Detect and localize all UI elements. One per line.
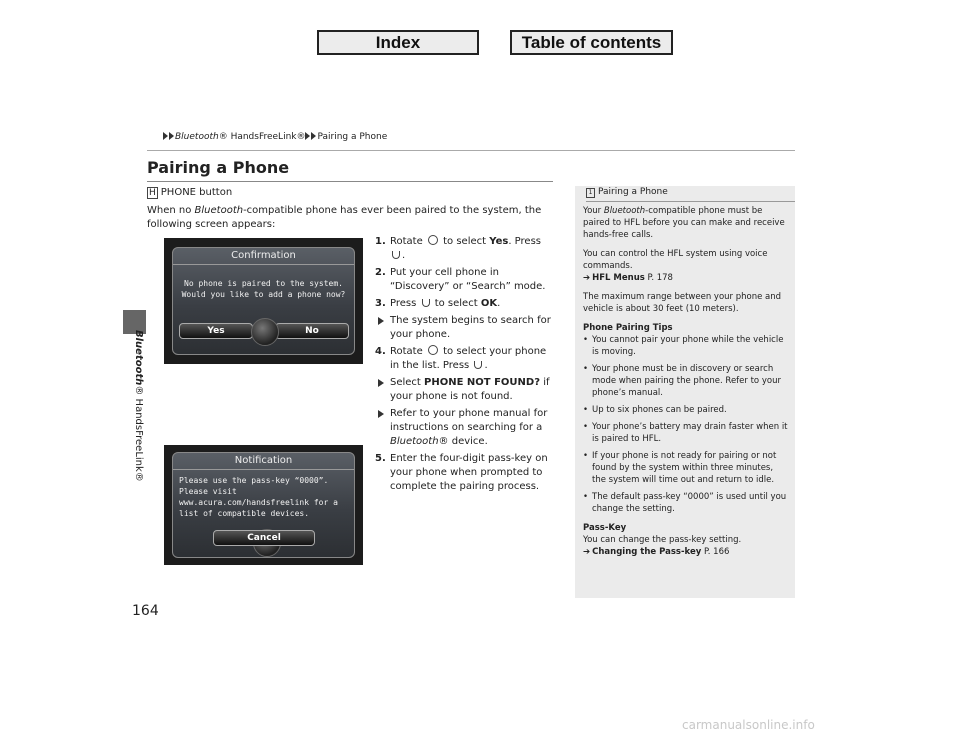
- tip-item: • Your phone must be in discovery or search mode when pairing the phone. Refer to your phone’s manual.: [583, 363, 788, 399]
- intro-after: -compatible phone has ever been paired to the system, the following screen appears:: [147, 205, 542, 230]
- screen-dial-icon: [251, 318, 279, 346]
- step-3: [375, 297, 555, 311]
- step-5: [375, 452, 555, 494]
- no-button: No: [275, 323, 349, 339]
- step-number: 1.: [375, 236, 386, 247]
- step-text: Rotate: [390, 236, 423, 247]
- note-reference[interactable]: [583, 272, 788, 284]
- phone-button-icon: H: [149, 188, 156, 198]
- breadcrumb-arrow-icon: [311, 132, 316, 140]
- tip-item: • You cannot pair your phone while the vehicle is moving.: [583, 334, 788, 358]
- substep-text: The system begins to search for your phone.: [390, 315, 551, 340]
- reference-arrow-icon: ➔: [583, 547, 591, 557]
- step-4-substep-2: [375, 407, 555, 449]
- press-icon: [422, 299, 430, 307]
- steps-list: [375, 235, 555, 497]
- step-text: to select: [434, 298, 478, 309]
- dialog-line: Would you like to add a phone now?: [181, 290, 346, 299]
- substep-text: if your phone is not found.: [390, 377, 550, 402]
- page-number: 164: [132, 603, 159, 619]
- breadcrumb-brand: Bluetooth: [175, 132, 219, 142]
- side-label-brand: Bluetooth: [133, 330, 144, 386]
- step-text: .: [402, 250, 406, 261]
- substep-keyword: PHONE NOT FOUND?: [424, 377, 541, 388]
- step-text: Enter the four-digit pass-key on your phone when prompted to complete the pairing process.: [390, 453, 548, 492]
- breadcrumb-arrow-icon: [169, 132, 174, 140]
- dialog-title: Notification: [173, 453, 354, 470]
- breadcrumb-section[interactable]: ® HandsFreeLink®: [218, 132, 306, 142]
- tip-item: • Up to six phones can be paired.: [583, 404, 788, 416]
- breadcrumb: [163, 132, 387, 142]
- side-note-body: [583, 205, 788, 558]
- tip-item: • Your phone’s battery may drain faster when it is paired to HFL.: [583, 421, 788, 445]
- dialog-title: Confirmation: [173, 248, 354, 265]
- substep-text: Refer to your phone manual for instructions on searching for a: [390, 408, 548, 433]
- step-keyword: OK: [480, 298, 498, 309]
- press-icon: [392, 251, 400, 259]
- reference-page[interactable]: P. 166: [703, 547, 730, 557]
- step-number: 2.: [375, 267, 386, 278]
- substep-text: Select: [390, 377, 421, 388]
- passkey-heading: Pass-Key: [583, 523, 627, 533]
- reference-page[interactable]: P. 178: [647, 273, 673, 283]
- tip-item: • If your phone is not ready for pairing or not found by the system within three minutes, the system will time out and return to idle.: [583, 450, 788, 486]
- step-4: [375, 345, 555, 373]
- note-icon: 1: [586, 188, 595, 198]
- note-text: The maximum range between your phone and vehicle is about 30 feet (10 meters).: [583, 292, 782, 314]
- note-text: -compatible phone must be paired to HFL before you can make and receive hands-free calls.: [583, 206, 785, 240]
- note-text: You can control the HFL system using voice commands.: [583, 249, 768, 271]
- section-side-label: [132, 330, 146, 575]
- step-keyword: Yes: [489, 236, 509, 247]
- step-number: 4.: [375, 346, 386, 357]
- dialog-line: No phone is paired to the system.: [184, 279, 343, 288]
- step-4-substep-1: [375, 376, 555, 404]
- watermark: carmanualsonline.info: [682, 718, 815, 732]
- title-divider: [147, 181, 553, 182]
- substep-text: ® device.: [438, 436, 488, 447]
- note-paragraph: [583, 205, 788, 241]
- substep-arrow-icon: [378, 379, 384, 387]
- phone-button-label: [147, 186, 232, 200]
- dialog-line: list of compatible devices.: [179, 509, 310, 518]
- interface-dial-icon: [428, 345, 438, 355]
- intro-paragraph: [147, 204, 547, 232]
- step-text: .: [497, 298, 501, 309]
- step-1: [375, 235, 555, 263]
- step-number: 5.: [375, 453, 386, 464]
- header-divider: [147, 150, 795, 151]
- reference-label[interactable]: HFL Menus: [592, 273, 645, 283]
- substep-arrow-icon: [378, 317, 384, 325]
- reference-arrow-icon: ➔: [583, 273, 591, 283]
- note-paragraph: [583, 291, 788, 315]
- step-number: 3.: [375, 298, 386, 309]
- step-text: Press: [390, 298, 417, 309]
- intro-before: When no: [147, 205, 195, 216]
- phone-button-text: PHONE button: [160, 187, 233, 198]
- intro-brand: Bluetooth: [194, 205, 244, 216]
- note-text: Your: [583, 206, 604, 216]
- note-reference[interactable]: [583, 546, 788, 558]
- table-of-contents-button[interactable]: Table of contents: [510, 30, 673, 55]
- confirmation-screen-image: [164, 238, 363, 364]
- note-title: Pairing a Phone: [598, 187, 668, 197]
- substep-brand: Bluetooth: [390, 436, 439, 447]
- passkey-text: You can change the pass-key setting.: [583, 535, 742, 545]
- step-text: to select: [443, 236, 487, 247]
- dialog-message: [179, 475, 348, 519]
- note-brand: Bluetooth: [603, 206, 646, 216]
- dialog-line: Please use the pass-key “0000”.: [179, 476, 329, 485]
- step-text: . Press: [508, 236, 541, 247]
- page-title: Pairing a Phone: [147, 158, 290, 177]
- dialog-line: www.acura.com/handsfreelink for a: [179, 498, 338, 507]
- dialog-message: [179, 278, 348, 300]
- confirmation-dialog: [172, 247, 355, 355]
- note-paragraph: [583, 248, 788, 272]
- breadcrumb-current: Pairing a Phone: [317, 132, 388, 142]
- notification-dialog: [172, 452, 355, 558]
- cancel-button: Cancel: [213, 530, 315, 546]
- side-note-heading: [586, 187, 668, 198]
- note-divider: [586, 201, 795, 202]
- dialog-line: Please visit: [179, 487, 237, 496]
- step-text: Put your cell phone in “Discovery” or “Search” mode.: [390, 267, 546, 292]
- yes-button: Yes: [179, 323, 253, 339]
- step-text: .: [484, 360, 488, 371]
- interface-dial-icon: [428, 235, 438, 245]
- reference-label[interactable]: Changing the Pass-key: [592, 547, 702, 557]
- step-text: Rotate: [390, 346, 423, 357]
- breadcrumb-arrow-icon: [305, 132, 310, 140]
- notification-screen-image: [164, 445, 363, 565]
- breadcrumb-arrow-icon: [163, 132, 168, 140]
- step-text: to select your phone in the list. Press: [390, 346, 547, 371]
- step-2: [375, 266, 555, 294]
- substep-arrow-icon: [378, 410, 384, 418]
- step-3-substep: [375, 314, 555, 342]
- index-button[interactable]: Index: [317, 30, 479, 55]
- tips-heading: Phone Pairing Tips: [583, 323, 673, 333]
- side-label-rest: ® HandsFreeLink®: [133, 385, 144, 482]
- tip-item: • The default pass-key “0000” is used until you change the setting.: [583, 491, 788, 515]
- press-icon: [474, 361, 482, 369]
